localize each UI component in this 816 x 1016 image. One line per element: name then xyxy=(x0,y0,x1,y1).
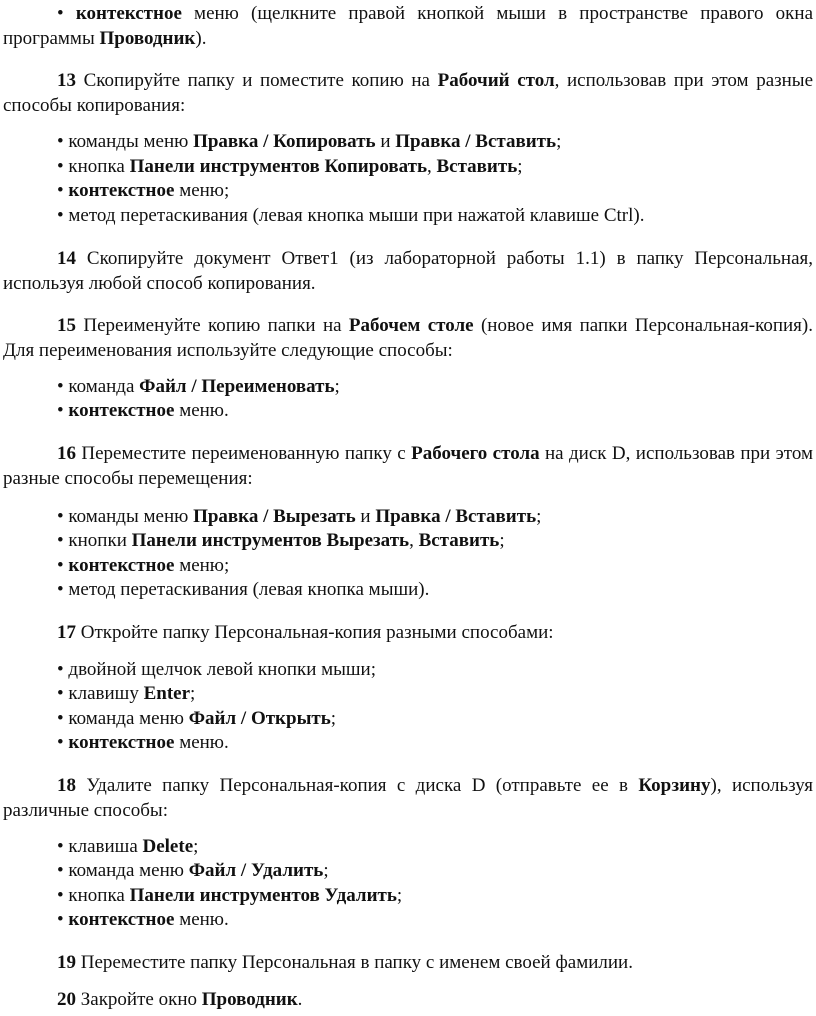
step-19-paragraph xyxy=(3,951,813,976)
text-run: • команда xyxy=(57,376,140,397)
list-item xyxy=(3,835,813,860)
bold-term: контекстное xyxy=(68,555,175,576)
text-run: Скопируйте папку и поместите копию на xyxy=(76,70,438,91)
list-item xyxy=(3,578,813,603)
text-run: Откройте папку Персональная-копия разными способами: xyxy=(76,622,554,643)
bold-term: Проводник xyxy=(201,989,298,1010)
text-run: • кнопка xyxy=(57,885,130,906)
bold-term: Рабочем столе xyxy=(348,315,474,336)
text-run: • команды меню xyxy=(57,506,194,527)
bold-term: Рабочий стол xyxy=(437,70,555,91)
text-run: ), используя различные способы: xyxy=(3,775,813,821)
bold-term: Рабочего стола xyxy=(411,443,540,464)
step-number: 19 xyxy=(57,952,76,973)
list-item xyxy=(3,529,813,554)
step-16-paragraph xyxy=(3,442,813,491)
text-run: и xyxy=(355,506,376,527)
text-run: • двойной щелчок левой кнопки мыши; xyxy=(57,659,377,680)
bold-term: контекстное xyxy=(68,180,175,201)
text-run: меню; xyxy=(174,555,230,576)
step-number: 20 xyxy=(57,989,76,1010)
text-run: меню. xyxy=(174,909,229,930)
text-run: • кнопки xyxy=(57,530,132,551)
text-run: • xyxy=(57,180,69,201)
text-run: ). xyxy=(195,27,207,49)
text-run: Удалите папку Персональная-копия с диска D (отправьте ее в xyxy=(76,775,639,796)
text-run: • xyxy=(57,732,69,753)
bold-term: Enter xyxy=(143,683,191,704)
text-run: на диск D, использовав при этом разные способы перемещения: xyxy=(3,443,813,489)
list-item xyxy=(3,658,813,683)
bold-term: Корзину xyxy=(638,775,711,796)
list-item xyxy=(3,399,813,424)
list-item xyxy=(3,375,813,400)
text-run: , xyxy=(427,156,437,177)
text-run: Скопируйте документ Ответ1 (из лабораторной работы 1.1) в папку Персональная, используя любой способ копирования. xyxy=(3,248,813,294)
text-run: Переместите переименованную папку с xyxy=(76,443,412,464)
text-run: ; xyxy=(517,156,523,177)
list-item xyxy=(3,707,813,732)
text-run: ; xyxy=(556,131,562,152)
bold-term: Правка / Вставить xyxy=(395,131,557,152)
text-run: ; xyxy=(499,530,505,551)
text-run: Закройте окно xyxy=(76,989,202,1010)
text-run: • клавиша xyxy=(57,836,143,857)
step-20-paragraph xyxy=(3,988,813,1013)
step-number: 13 xyxy=(57,70,76,91)
text-run: • клавишу xyxy=(57,683,144,704)
bold-term: контекстное xyxy=(75,3,182,24)
list-item xyxy=(3,859,813,884)
text-run: • команда меню xyxy=(57,860,189,881)
list-item xyxy=(3,884,813,909)
text-run: ; xyxy=(330,708,337,729)
bold-term: Правка / Копировать xyxy=(193,131,376,152)
bold-term: Файл / Удалить xyxy=(188,860,324,881)
bullet-glyph: • xyxy=(57,3,64,24)
list-item xyxy=(3,908,813,933)
text-run: • xyxy=(57,555,69,576)
text-run: ; xyxy=(396,885,403,906)
text-run: (новое имя папки Персональная-копия). Для переименования используйте следующие способы: xyxy=(3,315,814,361)
text-run: и xyxy=(375,131,396,152)
list-item xyxy=(3,682,813,707)
text-run: , использовав при этом разные способы копирования: xyxy=(3,70,813,116)
list-item xyxy=(3,204,813,229)
bold-term: контекстное xyxy=(68,400,175,421)
text-run: меню. xyxy=(174,732,229,753)
bold-term: контекстное xyxy=(68,909,175,930)
text-run: Переименуйте копию папки на xyxy=(76,315,349,336)
list-item xyxy=(3,155,813,180)
text-run: меню; xyxy=(174,180,230,201)
bold-term: Файл / Переименовать xyxy=(139,376,335,397)
step-number: 18 xyxy=(57,775,76,796)
bold-term: Delete xyxy=(142,836,194,857)
step-14-paragraph xyxy=(3,247,813,296)
step-13-paragraph xyxy=(3,69,813,118)
text-run: • команды меню xyxy=(57,131,194,152)
list-item xyxy=(3,731,813,756)
step-18-paragraph xyxy=(3,774,813,823)
text-run: меню. xyxy=(174,400,229,421)
text-run: • метод перетаскивания (левая кнопка мыши). xyxy=(57,579,430,600)
text-run: ; xyxy=(536,506,542,527)
list-item xyxy=(3,130,813,155)
bold-term: Правка / Вырезать xyxy=(193,506,356,527)
step-number: 16 xyxy=(57,443,76,464)
step-17-paragraph xyxy=(3,621,813,646)
list-item xyxy=(3,179,813,204)
text-run: ; xyxy=(334,376,340,397)
bold-term: Файл / Открыть xyxy=(188,708,331,729)
text-run: . xyxy=(297,989,303,1010)
bold-term: Вставить xyxy=(418,530,500,551)
list-item xyxy=(3,554,813,579)
text-run: • xyxy=(57,400,69,421)
text-run: ; xyxy=(193,836,199,857)
text-run: • xyxy=(57,909,69,930)
bold-term: Панели инструментов Копировать xyxy=(129,156,427,177)
step-number: 17 xyxy=(57,622,76,643)
step-number: 14 xyxy=(57,248,76,269)
text-run: ; xyxy=(323,860,329,881)
bold-term: Панели инструментов Удалить xyxy=(129,885,397,906)
text-run: • метод перетаскивания (левая кнопка мыши при нажатой клавише Ctrl). xyxy=(57,205,645,226)
text-run: ; xyxy=(190,683,196,704)
bold-term: контекстное xyxy=(68,732,175,753)
step-number: 15 xyxy=(57,315,76,336)
bold-term: Правка / Вставить xyxy=(375,506,537,527)
bold-term: Проводник xyxy=(99,27,196,49)
step-15-paragraph xyxy=(3,314,813,363)
bold-term: Вставить xyxy=(436,156,518,177)
text-run: Переместите папку Персональная в папку с именем своей фамилии. xyxy=(76,952,633,973)
intro-bullet xyxy=(3,2,813,51)
text-run: • команда меню xyxy=(57,708,189,729)
text-run: , xyxy=(409,530,419,551)
text-run: • кнопка xyxy=(57,156,130,177)
list-item xyxy=(3,505,813,530)
text-run: меню (щелкните правой кнопкой мыши в пространстве правого окна программы xyxy=(3,3,814,49)
bold-term: Панели инструментов Вырезать xyxy=(131,530,410,551)
